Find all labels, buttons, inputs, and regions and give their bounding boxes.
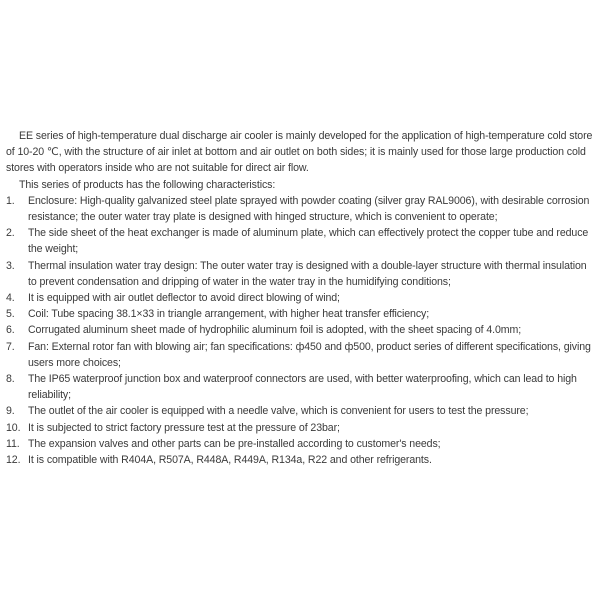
list-item bbox=[6, 339, 596, 371]
item-text: Corrugated aluminum sheet made of hydrophilic aluminum foil is adopted, with the sheet spacing of 4.0mm; bbox=[28, 324, 522, 337]
item-number: 2. bbox=[6, 227, 15, 240]
document-body bbox=[6, 128, 596, 468]
item-number: 8. bbox=[6, 373, 15, 386]
characteristics-heading: This series of products has the following characteristics: bbox=[19, 178, 276, 191]
intro-paragraph: EE series of high-temperature dual discharge air cooler is mainly developed for the application of high-temperature cold store of 10-20 ℃, with the structure of air inlet at bottom and air outlet on both sides; it is mainly used for those large production cold stores with operators inside who are not suitable for direct air flow. bbox=[6, 130, 593, 175]
list-item bbox=[6, 371, 596, 403]
item-number: 5. bbox=[6, 308, 15, 321]
item-number: 12. bbox=[6, 454, 21, 467]
list-item bbox=[6, 452, 596, 468]
item-number: 6. bbox=[6, 324, 15, 337]
item-text: Coil: Tube spacing 38.1×33 in triangle arrangement, with higher heat transfer efficiency; bbox=[28, 308, 430, 321]
item-text: Enclosure: High-quality galvanized steel plate sprayed with powder coating (silver gray RAL9006), with desirable corrosion resistance; the outer water tray plate is designed with hinged structure, which is convenient to operate; bbox=[28, 194, 590, 224]
list-item bbox=[6, 193, 596, 225]
item-text: Thermal insulation water tray design: The outer water tray is designed with a double-layer structure with thermal insulation to prevent condensation and dripping of water in the water tray in the humidifying conditions; bbox=[28, 259, 587, 288]
item-text: It is compatible with R404A, R507A, R448A, R449A, R134a, R22 and other refrigerants. bbox=[28, 454, 432, 467]
item-number: 4. bbox=[6, 292, 15, 305]
list-item bbox=[6, 436, 596, 452]
item-number: 7. bbox=[6, 340, 15, 353]
item-number: 1. bbox=[6, 194, 15, 207]
list-item bbox=[6, 306, 596, 322]
list-item bbox=[6, 403, 596, 419]
item-text: The outlet of the air cooler is equipped with a needle valve, which is convenient for users to test the pressure; bbox=[28, 405, 529, 418]
list-item bbox=[6, 258, 596, 290]
characteristics-list bbox=[6, 193, 596, 468]
item-text: The expansion valves and other parts can be pre-installed according to customer's needs; bbox=[28, 437, 441, 450]
item-number: 3. bbox=[6, 259, 15, 272]
item-number: 10. bbox=[6, 421, 21, 434]
list-item bbox=[6, 322, 596, 338]
list-item bbox=[6, 420, 596, 436]
item-text: The IP65 waterproof junction box and waterproof connectors are used, with better waterproofing, which can lead to high reliability; bbox=[28, 373, 577, 402]
item-number: 9. bbox=[6, 405, 15, 418]
item-text: It is equipped with air outlet deflector to avoid direct blowing of wind; bbox=[28, 292, 340, 305]
item-text: The side sheet of the heat exchanger is made of aluminum plate, which can effectively protect the copper tube and reduce the weight; bbox=[28, 227, 589, 256]
item-number: 11. bbox=[6, 437, 20, 450]
list-item bbox=[6, 290, 596, 306]
item-text: It is subjected to strict factory pressure test at the pressure of 23bar; bbox=[28, 421, 340, 434]
item-text: Fan: External rotor fan with blowing air; fan specifications: ф450 and ф500, product series of different specifications, giving users more choices; bbox=[28, 340, 591, 369]
list-item bbox=[6, 225, 596, 257]
